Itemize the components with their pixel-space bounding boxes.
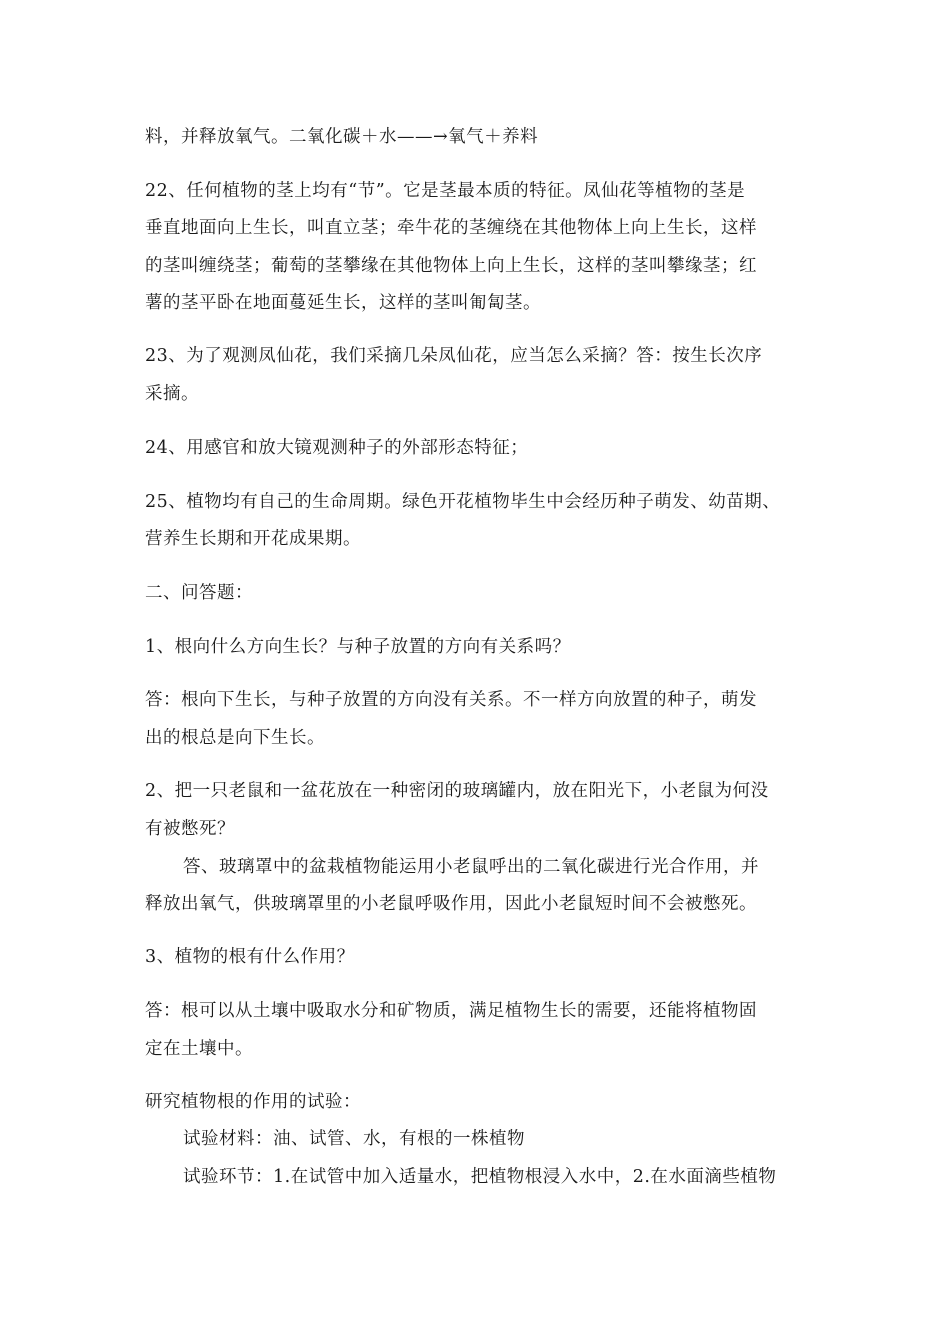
text-line: 料，并释放氧气。二氧化碳＋水——→氧气＋养料 bbox=[145, 127, 539, 147]
experiment-steps: 试验环节：1.在试管中加入适量水，把植物根浸入水中，2.在水面滴些植物 bbox=[183, 1167, 777, 1187]
question-line: 2、把一只老鼠和一盆花放在一种密闭的玻璃罐内，放在阳光下，小老鼠为何没 bbox=[145, 781, 769, 801]
text-line: 的茎叫缠绕茎；葡萄的茎攀缘在其他物体上向上生长，这样的茎叫攀缘茎；红 bbox=[145, 256, 757, 276]
answer-line: 释放出氧气，供玻璃罩里的小老鼠呼吸作用，因此小老鼠短时间不会被憋死。 bbox=[145, 894, 757, 914]
answer-line: 答、玻璃罩中的盆栽植物能运用小老鼠呼出的二氧化碳进行光合作用，并 bbox=[183, 857, 759, 877]
text-line: 25、植物均有自己的生命周期。绿色开花植物毕生中会经历种子萌发、幼苗期、 bbox=[145, 492, 781, 512]
question-line: 3、植物的根有什么作用？ bbox=[145, 947, 355, 967]
text-line: 23、为了观测凤仙花，我们采摘几朵凤仙花，应当怎么采摘？答：按生长次序 bbox=[145, 346, 763, 366]
question-line: 1、根向什么方向生长？与种子放置的方向有关系吗？ bbox=[145, 637, 571, 657]
experiment-heading: 研究植物根的作用的试验： bbox=[145, 1092, 361, 1112]
text-line: 24、用感官和放大镜观测种子的外部形态特征； bbox=[145, 438, 529, 458]
section-heading: 二、问答题： bbox=[145, 583, 253, 603]
answer-line: 出的根总是向下生长。 bbox=[145, 728, 325, 748]
answer-line: 定在土壤中。 bbox=[145, 1039, 253, 1059]
text-line: 营养生长期和开花成果期。 bbox=[145, 529, 361, 549]
text-line: 垂直地面向上生长，叫直立茎；牵牛花的茎缠绕在其他物体上向上生长，这样 bbox=[145, 218, 757, 238]
question-line: 有被憋死？ bbox=[145, 819, 235, 839]
experiment-materials: 试验材料：油、试管、水，有根的一株植物 bbox=[183, 1129, 525, 1149]
text-line: 22、任何植物的茎上均有“节”。它是茎最本质的特征。凤仙花等植物的茎是 bbox=[145, 181, 746, 201]
text-line: 采摘。 bbox=[145, 384, 199, 404]
text-line: 薯的茎平卧在地面蔓延生长，这样的茎叫匍匐茎。 bbox=[145, 293, 541, 313]
answer-line: 答：根可以从土壤中吸取水分和矿物质，满足植物生长的需要，还能将植物固 bbox=[145, 1001, 757, 1021]
answer-line: 答：根向下生长，与种子放置的方向没有关系。不一样方向放置的种子，萌发 bbox=[145, 690, 757, 710]
